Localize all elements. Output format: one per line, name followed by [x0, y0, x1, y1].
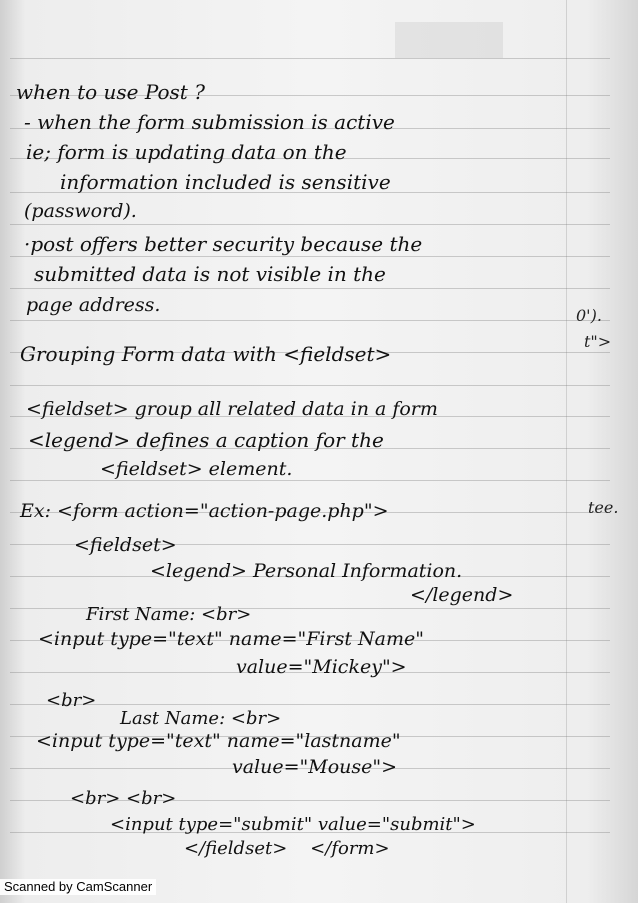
note-line: (password).	[24, 200, 137, 222]
note-line: ie; form is updating data on the	[26, 140, 347, 164]
code-line: </legend>	[410, 584, 514, 606]
note-heading: when to use Post ?	[16, 80, 205, 104]
note-line: - when the form submission is active	[24, 110, 395, 134]
code-line: <fieldset>	[74, 534, 177, 556]
ruled-line	[10, 58, 610, 59]
code-line: value="Mickey">	[236, 656, 407, 678]
code-line: Last Name: <br>	[120, 708, 282, 729]
code-line: value="Mouse">	[232, 756, 398, 778]
ruled-line	[10, 704, 610, 705]
note-line: ·post offers better security because the	[24, 232, 423, 256]
code-line: <br>	[46, 690, 97, 711]
ruled-line	[10, 385, 610, 386]
code-line: Ex: <form action="action-page.php">	[20, 500, 389, 522]
code-line: <input type="text" name="First Name"	[38, 628, 424, 650]
code-line: </fieldset> </form>	[184, 838, 390, 859]
bleed-through-text: 0').	[576, 306, 602, 325]
scanner-watermark: Scanned by CamScanner	[0, 879, 156, 895]
ruled-line	[10, 320, 610, 321]
note-line: page address.	[26, 294, 161, 316]
ruled-line	[10, 480, 610, 481]
note-line: <legend> defines a caption for the	[28, 428, 384, 452]
code-line: First Name: <br>	[86, 604, 252, 625]
note-line: submitted data is not visible in the	[34, 262, 386, 286]
note-heading: Grouping Form data with <fieldset>	[20, 342, 392, 366]
code-line: <input type="submit" value="submit">	[110, 814, 476, 835]
ruled-line	[10, 224, 610, 225]
note-line: <fieldset> element.	[100, 458, 293, 480]
ruled-line	[10, 288, 610, 289]
code-line: <input type="text" name="lastname"	[36, 730, 401, 752]
bleed-through-text: tee.	[588, 498, 619, 517]
bleed-through-text: t">	[584, 332, 612, 351]
ruled-line	[10, 256, 610, 257]
page-header-stamp	[395, 22, 503, 58]
note-line: information included is sensitive	[60, 170, 391, 194]
code-line: <legend> Personal Information.	[150, 560, 463, 582]
code-line: <br> <br>	[70, 788, 177, 809]
note-line: <fieldset> group all related data in a form	[26, 398, 438, 420]
